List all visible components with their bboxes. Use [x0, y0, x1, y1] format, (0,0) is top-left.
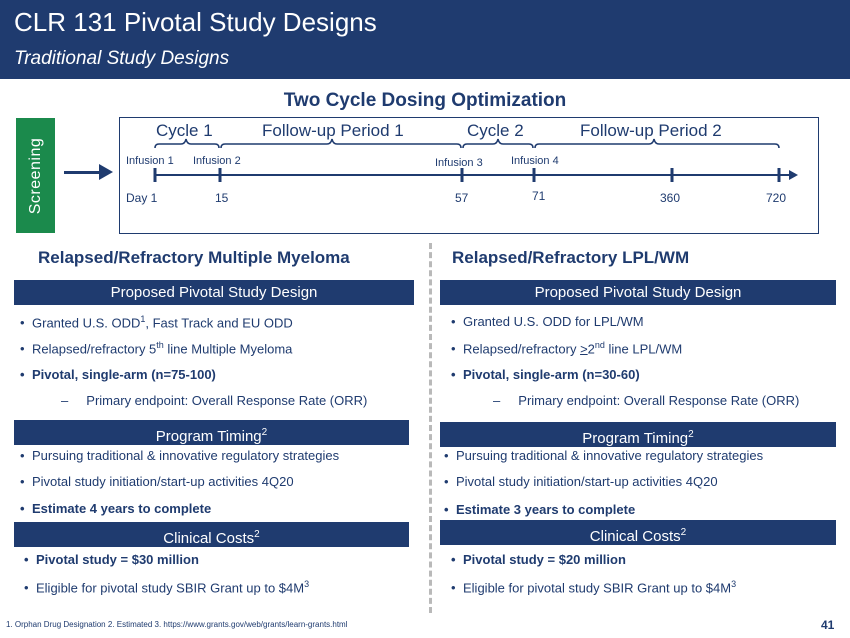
dosing-title: Two Cycle Dosing Optimization [283, 90, 567, 111]
screening-arrow [64, 171, 100, 174]
right-timing-bar: Program Timing$^2$ [440, 422, 836, 447]
left-costs-bar: Clinical Costs$^2$ [14, 522, 409, 547]
left-costs-bullet-1: • Pivotal study = $30 million [24, 552, 199, 567]
screening-label: Screening [26, 137, 44, 214]
right-heading: Relapsed/Refractory LPL/WM [452, 248, 690, 267]
column-divider [429, 243, 432, 613]
day-720: 720 [766, 191, 787, 205]
infusion-1: Infusion 1 [126, 155, 174, 167]
phase-followup1: Follow-up Period 1 [262, 121, 404, 140]
right-design-bullet-2: • Relapsed/refractory >2nd line LPL/WM [451, 340, 683, 357]
right-design-bar: Proposed Pivotal Study Design [440, 280, 836, 305]
left-design-bullet-1: • Granted U.S. ODD$^1$, Fast Track and EU ODD [20, 314, 293, 331]
right-timing-bullet-2: • Pivotal study initiation/start-up activities 4Q20 [444, 474, 718, 489]
right-design-bullet-1: • Granted U.S. ODD for LPL/WM [451, 314, 644, 329]
infusion-4: Infusion 4 [511, 155, 559, 167]
left-timing-bullet-3: • Estimate 4 years to complete [20, 501, 212, 516]
infusion-2: Infusion 2 [193, 155, 241, 167]
phase-cycle2: Cycle 2 [467, 121, 524, 140]
phase-cycle1: Cycle 1 [156, 121, 213, 140]
left-design-subbullet: – Primary endpoint: Overall Response Rate (ORR) [61, 393, 368, 408]
day-1: Day 1 [126, 191, 158, 205]
infusion-3: Infusion 3 [435, 157, 483, 169]
day-15: 15 [215, 191, 229, 205]
left-timing-bullet-2: • Pivotal study initiation/start-up activities 4Q20 [20, 474, 294, 489]
right-costs-bar: Clinical Costs$^2$ [440, 520, 836, 545]
left-design-bar: Proposed Pivotal Study Design [14, 280, 414, 305]
page-number: 41 [821, 618, 835, 632]
day-71: 71 [532, 189, 546, 203]
footnote: 1. Orphan Drug Designation 2. Estimated 3. https://www.grants.gov/web/grants/learn-grants.html [6, 620, 348, 629]
slide-subtitle: Traditional Study Designs [14, 48, 230, 69]
slide-header [0, 0, 850, 79]
right-timing-bullet-1: • Pursuing traditional & innovative regulatory strategies [444, 448, 764, 463]
right-costs-bullet-2: • Eligible for pivotal study SBIR Grant up to $\$4M^3$ [451, 579, 737, 596]
screening-arrow-head [99, 164, 113, 180]
day-57: 57 [455, 191, 469, 205]
right-timing-bullet-3: • Estimate 3 years to complete [444, 502, 636, 517]
left-timing-bar: Program Timing$^2$ [14, 420, 409, 445]
slide-title: CLR 131 Pivotal Study Designs [14, 7, 377, 37]
phase-followup2: Follow-up Period 2 [580, 121, 722, 140]
left-design-bullet-2: • Relapsed/refractory 5th line Multiple Myeloma [20, 340, 293, 357]
right-design-subbullet: – Primary endpoint: Overall Response Rate (ORR) [493, 393, 800, 408]
screening-box [16, 118, 55, 233]
day-360: 360 [660, 191, 681, 205]
right-design-bullet-3: • Pivotal, single-arm (n=30-60) [451, 367, 640, 382]
left-timing-bullet-1: • Pursuing traditional & innovative regulatory strategies [20, 448, 340, 463]
left-costs-bullet-2: • Eligible for pivotal study SBIR Grant up to $\$4M^3$ [24, 579, 310, 596]
left-design-bullet-3: • Pivotal, single-arm (n=75-100) [20, 367, 216, 382]
timeline-arrow-head [789, 170, 798, 180]
right-costs-bullet-1: • Pivotal study = $20 million [451, 552, 626, 567]
left-heading: Relapsed/Refractory Multiple Myeloma [38, 248, 350, 267]
